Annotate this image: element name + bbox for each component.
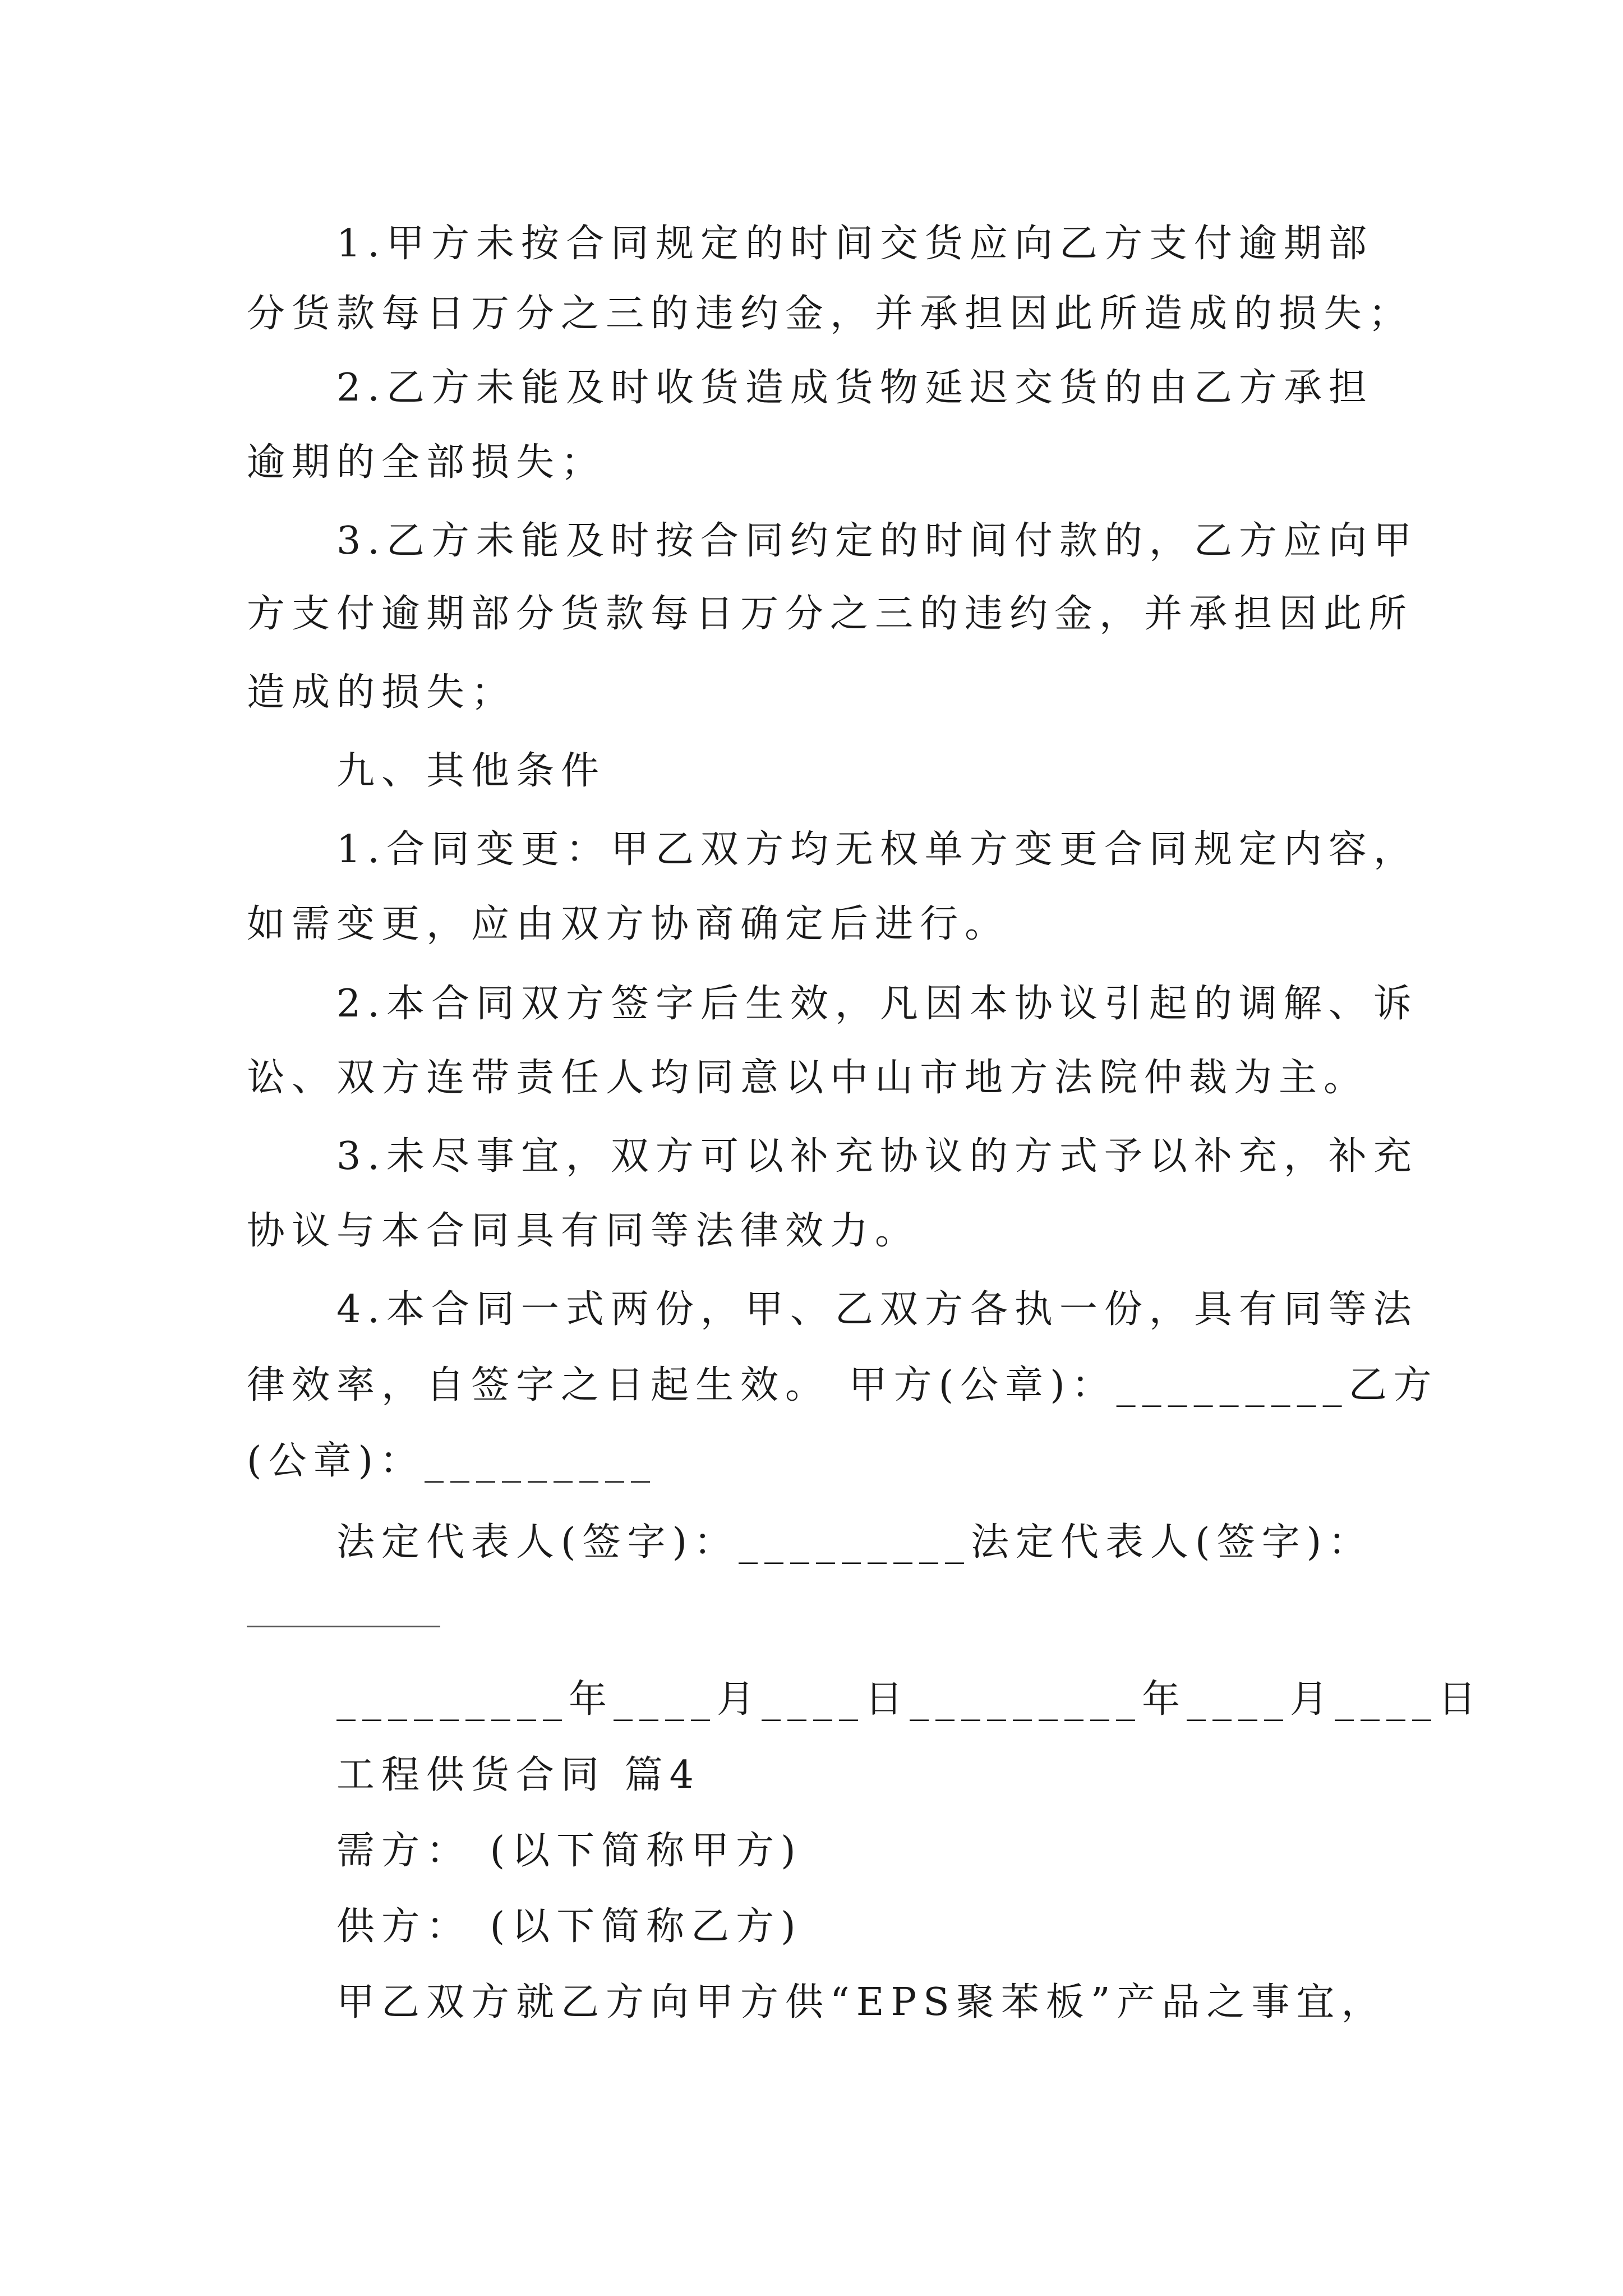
supplier-line: 供方： (以下简称乙方) (336, 1904, 803, 1949)
intro-line: 甲乙双方就乙方向甲方供“EPS聚苯板”产品之事宜， (336, 1980, 1386, 2024)
clause-8-1-line-2: 分货款每日万分之三的违约金，并承担因此所造成的损失； (247, 292, 1414, 336)
date-line: _________年____月____日_________年____月____日 (336, 1677, 1483, 1722)
clause-9-4-line-1: 4.本合同一式两份，甲、乙双方各执一份，具有同等法 (336, 1287, 1418, 1332)
clause-8-3-line-1: 3.乙方未能及时按合同约定的时间付款的，乙方应向甲 (336, 519, 1418, 563)
section-title: 工程供货合同 篇4 (336, 1753, 700, 1797)
clause-9-2-line-2: 讼、双方连带责任人均同意以中山市地方法院仲裁为主。 (247, 1056, 1369, 1100)
clause-9-1-line-1: 1.合同变更：甲乙双方均无权单方变更合同规定内容， (336, 827, 1418, 872)
clause-8-3-line-3: 造成的损失； (247, 670, 517, 715)
clause-9-3-line-2: 协议与本合同具有同等法律效力。 (247, 1209, 920, 1253)
signature-blank (247, 1626, 440, 1627)
clause-8-1-line-1: 1.甲方未按合同规定的时间交货应向乙方支付逾期部 (336, 222, 1373, 266)
clause-9-1-line-2: 如需变更，应由双方协商确定后进行。 (247, 902, 1010, 946)
clause-9-4-line-2: 律效率，自签字之日起生效。 甲方(公章)：_________乙方 (247, 1363, 1438, 1407)
clause-8-2-line-1: 2.乙方未能及时收货造成货物延迟交货的由乙方承担 (336, 366, 1373, 410)
clause-8-2-line-2: 逾期的全部损失； (247, 440, 606, 485)
clause-9-4-line-3: (公章)：_________ (247, 1439, 657, 1483)
buyer-line: 需方： (以下简称甲方) (336, 1829, 803, 1873)
section-heading: 九、其他条件 (336, 749, 606, 793)
clause-9-3-line-1: 3.未尽事宜，双方可以补充协议的方式予以补充，补充 (336, 1134, 1418, 1179)
clause-9-2-line-1: 2.本合同双方签字后生效，凡因本协议引起的调解、诉 (336, 982, 1418, 1026)
clause-8-3-line-2: 方支付逾期部分货款每日万分之三的违约金，并承担因此所 (247, 592, 1414, 636)
signature-line: 法定代表人(签字)：_________法定代表人(签字)： (336, 1520, 1373, 1565)
